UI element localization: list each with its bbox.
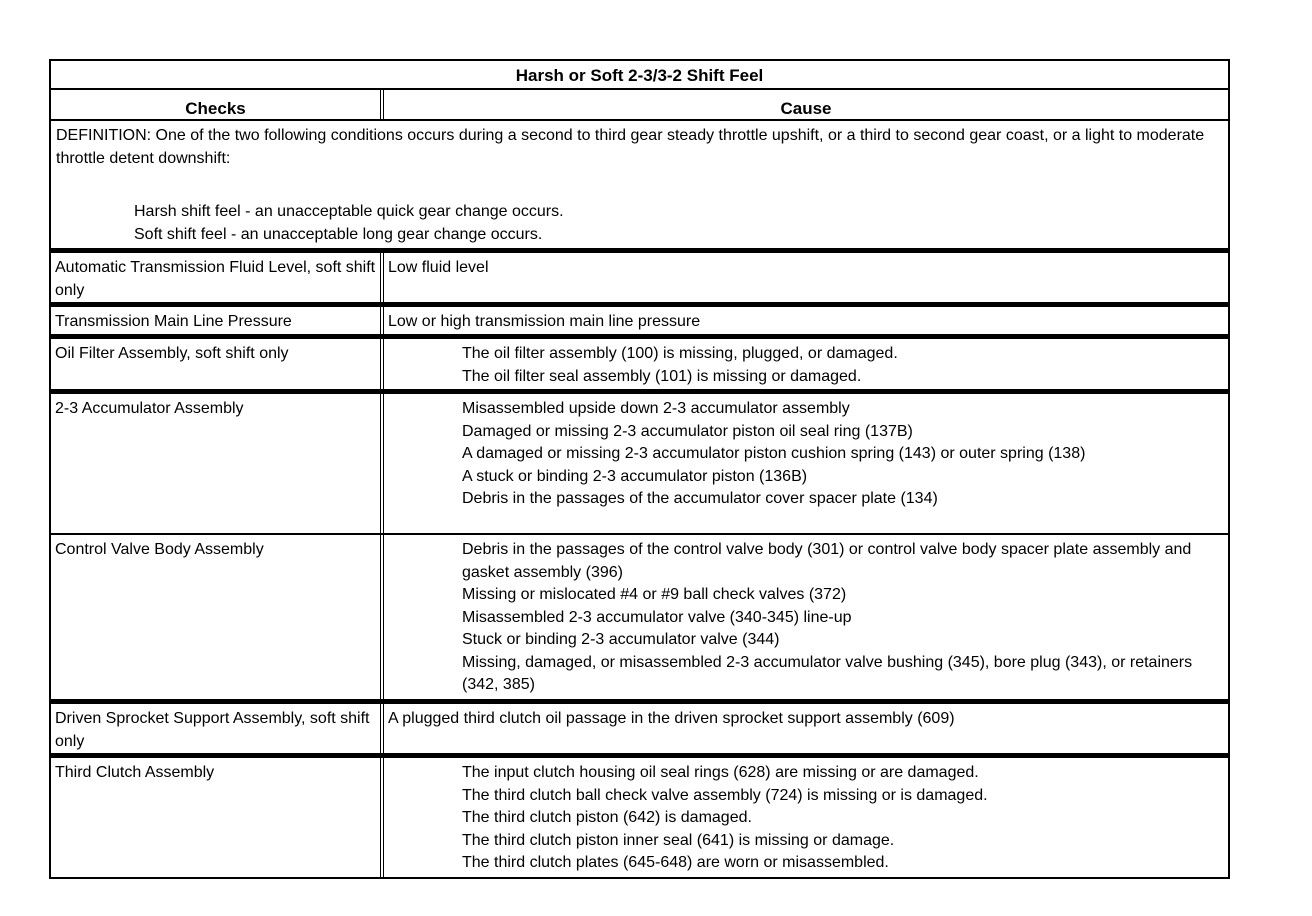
cause-line: A plugged third clutch oil passage in the driven sprocket support assembly (609) xyxy=(388,710,955,727)
table-row xyxy=(49,250,1230,304)
check-cell: 2-3 Accumulator Assembly xyxy=(51,394,384,533)
cause-line: Debris in the passages of the accumulator cover spacer plate (134) xyxy=(462,490,938,507)
table-row xyxy=(49,535,1230,701)
cause-line: The third clutch ball check valve assembly (724) is missing or is damaged. xyxy=(462,786,988,804)
cause-line: Missing or mislocated #4 or #9 ball check valves (372) xyxy=(462,586,847,603)
cause-line: Stuck or binding 2-3 accumulator valve (344) xyxy=(462,631,780,648)
definition-soft: Soft shift feel - an unacceptable long gear change occurs. xyxy=(134,225,543,243)
check-cell: Control Valve Body Assembly xyxy=(51,535,384,699)
table-title: Harsh or Soft 2-3/3-2 Shift Feel xyxy=(49,59,1230,90)
cause-line: The third clutch plates (645-648) are worn or misassembled. xyxy=(462,854,889,871)
definition-text: DEFINITION: One of the two following conditions occurs during a second to third gear steady throttle upshift, or a third to second gear coast, or a light to moderate throttle detent downshift: xyxy=(56,127,1205,167)
check-cell: Driven Sprocket Support Assembly, soft shift only xyxy=(51,704,384,753)
cause-line: Misassembled upside down 2-3 accumulator assembly xyxy=(462,400,850,417)
table-row xyxy=(49,391,1230,535)
cause-line: A stuck or binding 2-3 accumulator piston (136B) xyxy=(462,467,808,485)
cause-line: The oil filter seal assembly (101) is missing or damaged. xyxy=(462,367,862,385)
cause-line: Debris in the passages of the control valve body (301) or control valve body spacer plate assembly and gasket assembly (396) xyxy=(462,541,1192,581)
cause-line: Damaged or missing 2-3 accumulator piston oil seal ring (137B) xyxy=(462,422,913,440)
cause-cell xyxy=(384,535,1228,699)
header-checks: Checks xyxy=(51,90,384,119)
cause-line: Missing, damaged, or misassembled 2-3 accumulator valve bushing (345), bore plug (343), or retainers (342, 385) xyxy=(462,653,1193,693)
cause-line: The input clutch housing oil seal rings (628) are missing or are damaged. xyxy=(462,764,979,781)
table-row xyxy=(49,755,1230,879)
table-row xyxy=(49,304,1230,336)
cause-cell xyxy=(384,394,1228,533)
definition-harsh: Harsh shift feel - an unacceptable quick gear change occurs. xyxy=(134,203,564,220)
cause-cell xyxy=(384,339,1228,389)
definition-block xyxy=(49,121,1230,250)
cause-cell xyxy=(384,253,1228,302)
check-cell: Transmission Main Line Pressure xyxy=(51,307,384,334)
cause-line: A damaged or missing 2-3 accumulator piston cushion spring (143) or outer spring (138) xyxy=(462,445,1086,462)
table-header xyxy=(49,90,1230,121)
header-cause: Cause xyxy=(780,99,832,118)
cause-cell xyxy=(384,307,1228,334)
cause-line: The oil filter assembly (100) is missing, plugged, or damaged. xyxy=(462,345,898,362)
cause-line: Misassembled 2-3 accumulator valve (340-345) line-up xyxy=(462,608,852,626)
check-cell: Third Clutch Assembly xyxy=(51,758,384,877)
cause-line: The third clutch piston inner seal (641) is missing or damage. xyxy=(462,831,895,849)
cause-cell xyxy=(384,704,1228,753)
cause-line: Low or high transmission main line pressure xyxy=(388,313,701,330)
table-row xyxy=(49,701,1230,755)
table-row xyxy=(49,336,1230,391)
check-cell: Oil Filter Assembly, soft shift only xyxy=(51,339,384,389)
check-cell: Automatic Transmission Fluid Level, soft shift only xyxy=(51,253,384,302)
cause-line: Low fluid level xyxy=(388,259,489,276)
troubleshooting-table xyxy=(49,59,1230,879)
cause-line: The third clutch piston (642) is damaged. xyxy=(462,809,752,826)
cause-cell xyxy=(384,758,1228,877)
